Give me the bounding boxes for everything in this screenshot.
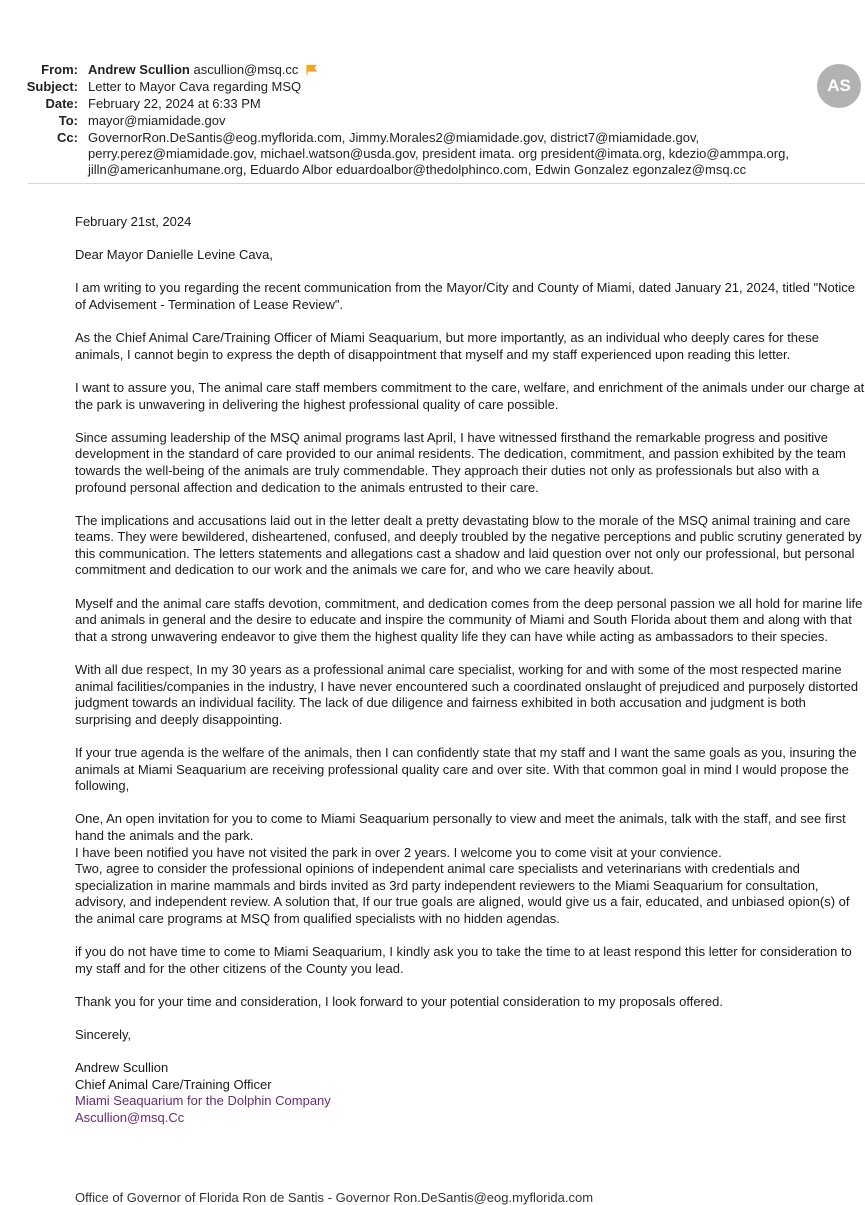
paragraph-7: With all due respect, In my 30 years as a professional animal care specialist, working for and with some of the most respected marine animal facilities/companies in the industry, I have never encountered such a coordinated onslaught of prejudiced and purposely distorted judgment towards an individual facility. The lack of due diligence and fairness exhibited in both accusation and judgment is both surprising and deeply disappointing. xyxy=(75,662,859,727)
sender-email[interactable]: ascullion@msq.cc xyxy=(193,62,299,77)
paragraph-6: Myself and the animal care staffs devotion, commitment, and dedication comes from the deep personal passion we all hold for marine life and animals in general and the desire to educate and inspire the community of Miami and South Florida about them and along with that that a strong unwavering endeavor to give them the highest quality life they can have while acting as ambassadors to their species. xyxy=(75,595,863,644)
paragraph-8: If your true agenda is the welfare of the animals, then I can confidently state that my staff and I want the same goals as you, insuring the animals at Miami Seaquarium are receiving professional quality care and over site. With that common goal in mind I would propose the following, xyxy=(75,745,857,794)
subject-text: Letter to Mayor Cava regarding MSQ xyxy=(88,79,302,94)
cc-label: Cc: xyxy=(57,130,78,145)
paragraph-5: The implications and accusations laid out in the letter dealt a pretty devastating blow to the morale of the MSQ animal training and care teams. They were bewildered, disheartened, confused, and deeply troubled by the negative perceptions and public scrutiny generated by this communication. The letters statements and allegations cast a shadow and laid question over not only our professional, but personal commitment and dedication to our work and the animals we care for, and who we care heavily about. xyxy=(75,512,862,578)
paragraph-3: I want to assure you, The animal care staff members commitment to the care, welfare, and enrichment of the animals under our charge at the park is unwavering in delivering the highest professional quality of care possible. xyxy=(75,379,865,412)
letter-body xyxy=(75,214,865,1143)
date-text: February 22, 2024 at 6:33 PM xyxy=(88,96,261,111)
salutation: Dear Mayor Danielle Levine Cava, xyxy=(75,247,273,263)
date-label: Date: xyxy=(45,96,78,111)
visit-note: I have been notified you have not visited the park in over 2 years. I welcome you to come visit at your convience. xyxy=(75,844,722,860)
paragraph-1: I am writing to you regarding the recent communication from the Mayor/City and County of Miami, dated January 21, 2024, titled "Notice of Advisement - Termination of Lease Review". xyxy=(75,280,855,312)
cutoff-line: Office of Governor of Florida Ron de Santis - Governor Ron.DeSantis@eog.myflorida.com xyxy=(75,1190,594,1205)
paragraph-9 xyxy=(75,811,865,927)
paragraph-11: Thank you for your time and consideration, I look forward to your potential consideration to my proposals offered. xyxy=(75,993,723,1009)
signature-name: Andrew Scullion xyxy=(75,1060,169,1076)
signature-block xyxy=(75,1060,865,1126)
to-recipient[interactable]: mayor@miamidade.gov xyxy=(88,113,226,128)
sender-name[interactable]: Andrew Scullion xyxy=(88,62,190,77)
avatar: AS xyxy=(817,64,861,108)
cc-recipients[interactable]: GovernorRon.DeSantis@eog.myflorida.com, Jimmy.Morales2@miamidade.gov, district7@miamidade.gov, perry.perez@miamidade.gov, michael.watson@usda.gov, president imata. org president@imata.org, kdezio@ammpa.org, jilln@americanhumane.org, Eduardo Albor eduardoalbor@thedolphinco.com, Edwin Gonzalez egonzalez@msq.cc xyxy=(88,130,789,177)
proposal-one: One, An open invitation for you to come to Miami Seaquarium personally to view and meet the animals, talk with the staff, and see first hand the animals and the park. xyxy=(75,811,846,843)
signature-title: Chief Animal Care/Training Officer xyxy=(75,1076,272,1092)
flag-icon[interactable] xyxy=(306,65,317,75)
paragraph-10: if you do not have time to come to Miami Seaquarium, I kindly ask you to take the time to at least respond this letter for consideration to my staff and for the other citizens of the County you lead. xyxy=(75,944,852,976)
letter-date: February 21st, 2024 xyxy=(75,214,192,229)
paragraph-2: As the Chief Animal Care/Training Officer of Miami Seaquarium, but more importantly, as an individual who deeply cares for these animals, I cannot begin to express the depth of disappointment that myself and my staff experienced upon reading this letter. xyxy=(75,330,819,362)
subject-label: Subject: xyxy=(26,79,78,94)
signature-email[interactable]: Ascullion@msq.Cc xyxy=(75,1110,185,1126)
paragraph-4: Since assuming leadership of the MSQ animal programs last April, I have witnessed firsthand the remarkable progress and positive development in the standard of care provided to our animal residents. The dedication, commitment, and passion exhibited by the team towards the well-being of the animals are truly commendable. They approach their duties not only as professionals but also with a profound personal affection and dedication to the animals entrusted to their care. xyxy=(75,429,846,495)
header-divider xyxy=(28,183,865,184)
closing: Sincerely, xyxy=(75,1027,132,1043)
from-label: From: xyxy=(41,62,78,77)
proposal-two: Two, agree to consider the professional opinions of independent animal care specialists and veterinarians with credentials and specialization in marine mammals and birds invited as 3rd party independent reviewers to the Miami Seaquarium for consultation, advisory, and independent review. A solution that, If our true goals are aligned, would give us a fair, educated, and unbiased opion(s) of the animal care programs at MSQ from qualified specialists with no hidden agendas. xyxy=(75,861,850,926)
signature-company: Miami Seaquarium for the Dolphin Company xyxy=(75,1093,331,1109)
to-label: To: xyxy=(58,113,78,128)
